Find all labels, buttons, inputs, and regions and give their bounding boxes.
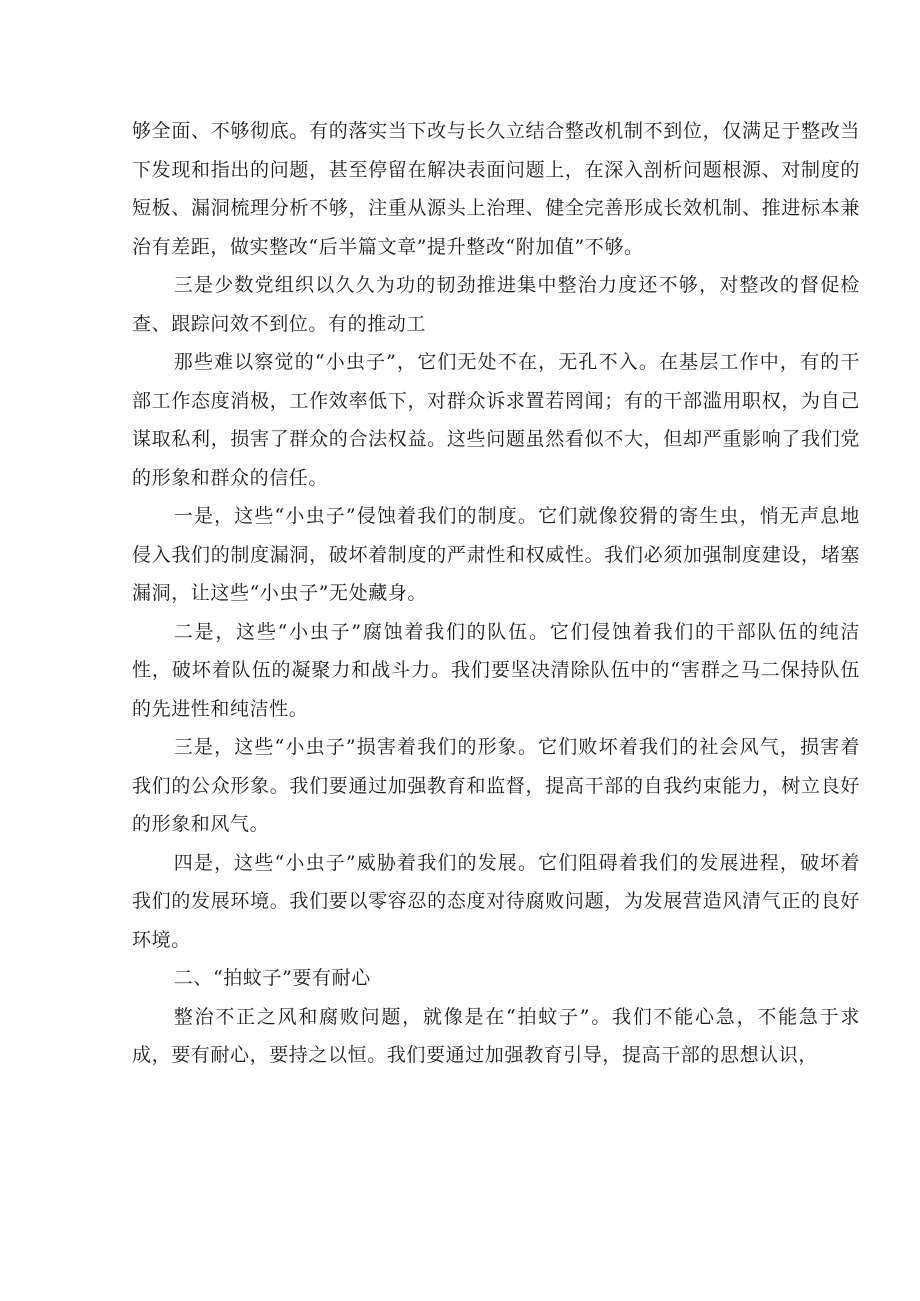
paragraph-patience: 整治不正之风和腐败问题，就像是在“拍蚊子”。我们不能心急，不能急于求成，要有耐心，要持之以恒。我们要通过加强教育引导，提高干部的思想认识， [132,1005,860,1066]
paragraph-point-three-image: 三是，这些“小虫子”损害着我们的形象。它们败坏着我们的社会风气，损害着我们的公众形象。我们要通过加强教育和监督，提高干部的自我约束能力，树立良好的形象和风气。 [132,736,860,835]
paragraph-point-one-system: 一是，这些“小虫子”侵蚀着我们的制度。它们就像狡猾的寄生虫，悄无声息地侵入我们的制度漏洞，破坏着制度的严肃性和权威性。我们必须加强制度建设，堵塞漏洞，让这些“小虫子”无处藏身。 [132,505,860,604]
section-heading-two: 二、“拍蚊子”要有耐心 [173,967,371,989]
paragraph-point-two-team: 二是，这些“小虫子”腐蚀着我们的队伍。它们侵蚀着我们的干部队伍的纯洁性，破坏着队伍的凝聚力和战斗力。我们要坚决清除队伍中的“害群之马二保持队伍的先进性和纯洁性。 [132,620,860,720]
paragraph-continuation: 够全面、不够彻底。有的落实当下改与长久立结合整改机制不到位，仅满足于整改当下发现和指出的问题，甚至停留在解决表面问题上，在深入剖析问题根源、对制度的短板、漏洞梳理分析不够，注重从源头上治理、健全完善形成长效机制、推进标本兼治有差距，做实整改“后半篇文章”提升整改“附加值”不够。 [132,120,860,258]
paragraph-point-three-party-orgs: 三是少数党组织以久久为功的韧劲推进集中整治力度还不够，对整改的督促检查、跟踪问效不到位。有的推动工 [132,274,860,335]
paragraph-little-bugs-intro: 那些难以察觉的“小虫子”，它们无处不在，无孔不入。在基层工作中，有的干部工作态度消极，工作效率低下，对群众诉求置若罔闻；有的干部滥用职权，为自己谋取私利，损害了群众的合法权益。这些问题虽然看似不大，但却严重影响了我们党的形象和群众的信任。 [132,351,860,489]
paragraph-point-four-development: 四是，这些“小虫子”威胁着我们的发展。它们阻碍着我们的发展进程，破坏着我们的发展环境。我们要以零容忍的态度对待腐败问题，为发展营造风清气正的良好环境。 [132,851,860,951]
document-body [132,112,860,1075]
